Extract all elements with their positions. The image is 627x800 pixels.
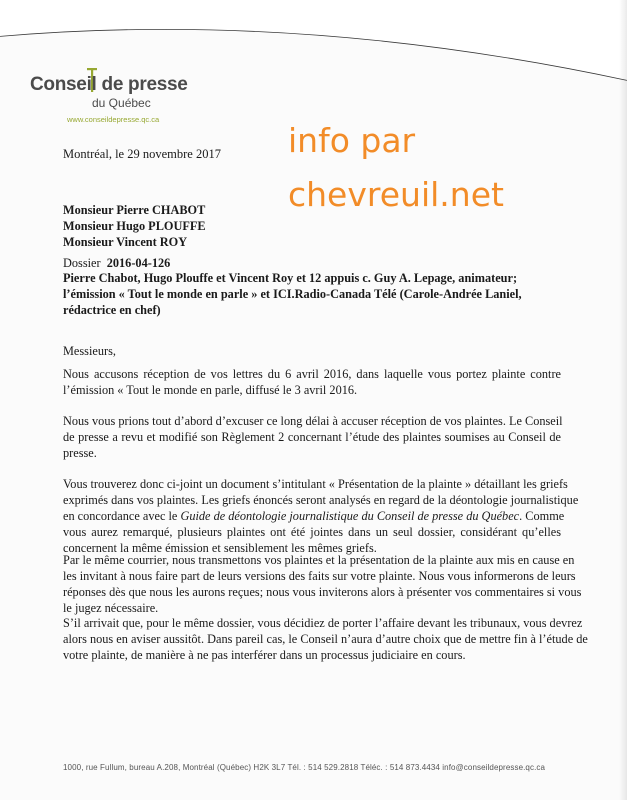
- logo-url: www.conseildepresse.qc.ca: [67, 115, 160, 124]
- conseil-logo: [25, 68, 205, 128]
- subject-line-3: rédactrice en chef): [63, 303, 161, 317]
- paragraph-5: [63, 615, 588, 663]
- paragraph-3-line-5: concernent la même émission et sensiblement les mêmes griefs.: [63, 541, 377, 555]
- subject: [63, 270, 522, 318]
- paragraph-2-line-1: Nous vous prions tout d’abord d’excuser ce long délai à accuser réception de vos plaintes. Le Conseil: [63, 414, 563, 428]
- recipients: [63, 202, 206, 250]
- letterhead-footer: 1000, rue Fullum, bureau A.208, Montréal (Québec) H2K 3L7 Tél. : 514 529.2818 Téléc. : 514 873.4434 info@conseildepresse.qc.ca: [63, 763, 546, 772]
- paragraph-5-line-1: S’il arrivait que, pour le même dossier, vous décidiez de porter l’affaire devant les tribunaux, vous devrez: [63, 616, 583, 630]
- paragraph-1: [63, 366, 561, 398]
- logo-subtitle: du Québec: [92, 96, 151, 110]
- guide-title: Guide de déontologie journalistique du Conseil de presse du Québec: [180, 509, 520, 523]
- paragraph-3: [63, 476, 579, 556]
- paragraph-4-line-4: le jugez nécessaire.: [63, 601, 159, 615]
- paragraph-3-line-3: [63, 508, 565, 524]
- paragraph-4-line-2: les invitant à nous faire part de leurs versions des faits sur votre plainte. Nous vous informerons de leurs: [63, 569, 576, 583]
- paragraph-2: [63, 413, 561, 461]
- dossier-number: 2016-04-126: [106, 256, 171, 270]
- logo-name-part1: Conseil: [30, 74, 97, 95]
- paragraph-2-line-3: presse.: [63, 446, 97, 460]
- salutation: Messieurs,: [63, 344, 116, 358]
- paragraph-2-line-2: de presse a revu et modifié son Règlement 2 concernant l’étude des plaintes soumises au Conseil de: [63, 430, 561, 444]
- subject-line-1: Pierre Chabot, Hugo Plouffe et Vincent Roy et 12 appuis c. Guy A. Lepage, animateur;: [63, 271, 518, 285]
- recipient-1: Monsieur Pierre CHABOT: [63, 203, 206, 217]
- letter-date: Montréal, le 29 novembre 2017: [63, 147, 221, 161]
- dossier-line: [63, 255, 170, 271]
- paragraph-3-line-2: exprimés dans vos plaintes. Les griefs énoncés seront analysés en regard de la déontologie journalistique: [63, 493, 579, 507]
- paragraph-4-line-1: Par le même courrier, nous transmettons vos plaintes et la présentation de la plainte aux mis en cause en: [63, 553, 575, 567]
- scan-shadow: [619, 0, 627, 800]
- paragraph-3-line-1: Vous trouverez donc ci-joint un document s’intitulant « Présentation de la plainte » détaillant les griefs: [63, 477, 568, 491]
- paragraph-5-line-3: votre plainte, de manière à ne pas interférer dans un processus judiciaire en cours.: [63, 648, 466, 662]
- paragraph-3-line-3-pre: en concordance avec le: [63, 509, 181, 523]
- paragraph-3-line-3-post: . Comme: [519, 509, 565, 523]
- logo-name-part2: de presse: [96, 74, 188, 95]
- logo-name: [30, 74, 188, 96]
- paragraph-1-line-1: Nous accusons réception de vos lettres du 6 avril 2016, dans laquelle vous portez plainte contre: [63, 367, 561, 381]
- watermark-line-2: chevreuil.net: [288, 175, 504, 214]
- paragraph-4-line-3: réponses dès que nous les aurons reçues; nous vous inviterons alors à présenter vos commentaires si vous: [63, 585, 582, 599]
- recipient-2: Monsieur Hugo PLOUFFE: [63, 219, 206, 233]
- recipient-3: Monsieur Vincent ROY: [63, 235, 188, 249]
- paragraph-4: [63, 552, 582, 616]
- paragraph-5-line-2: alors nous en aviser aussitôt. Dans pareil cas, le Conseil n’aura d’autre choix que de mettre fin à l’étude de: [63, 632, 588, 646]
- dossier-label: Dossier: [63, 256, 101, 270]
- paragraph-1-line-2: l’émission « Tout le monde en parle, diffusé le 3 avril 2016.: [63, 383, 358, 397]
- paragraph-3-line-4: vous aurez remarqué, plusieurs plaintes ont été jointes dans un seul dossier, considérant qu’elles: [63, 525, 561, 539]
- subject-line-2: l’émission « Tout le monde en parle » et ICI.Radio-Canada Télé (Carole-Andrée Laniel,: [63, 287, 522, 301]
- watermark-line-1: info par: [288, 121, 416, 160]
